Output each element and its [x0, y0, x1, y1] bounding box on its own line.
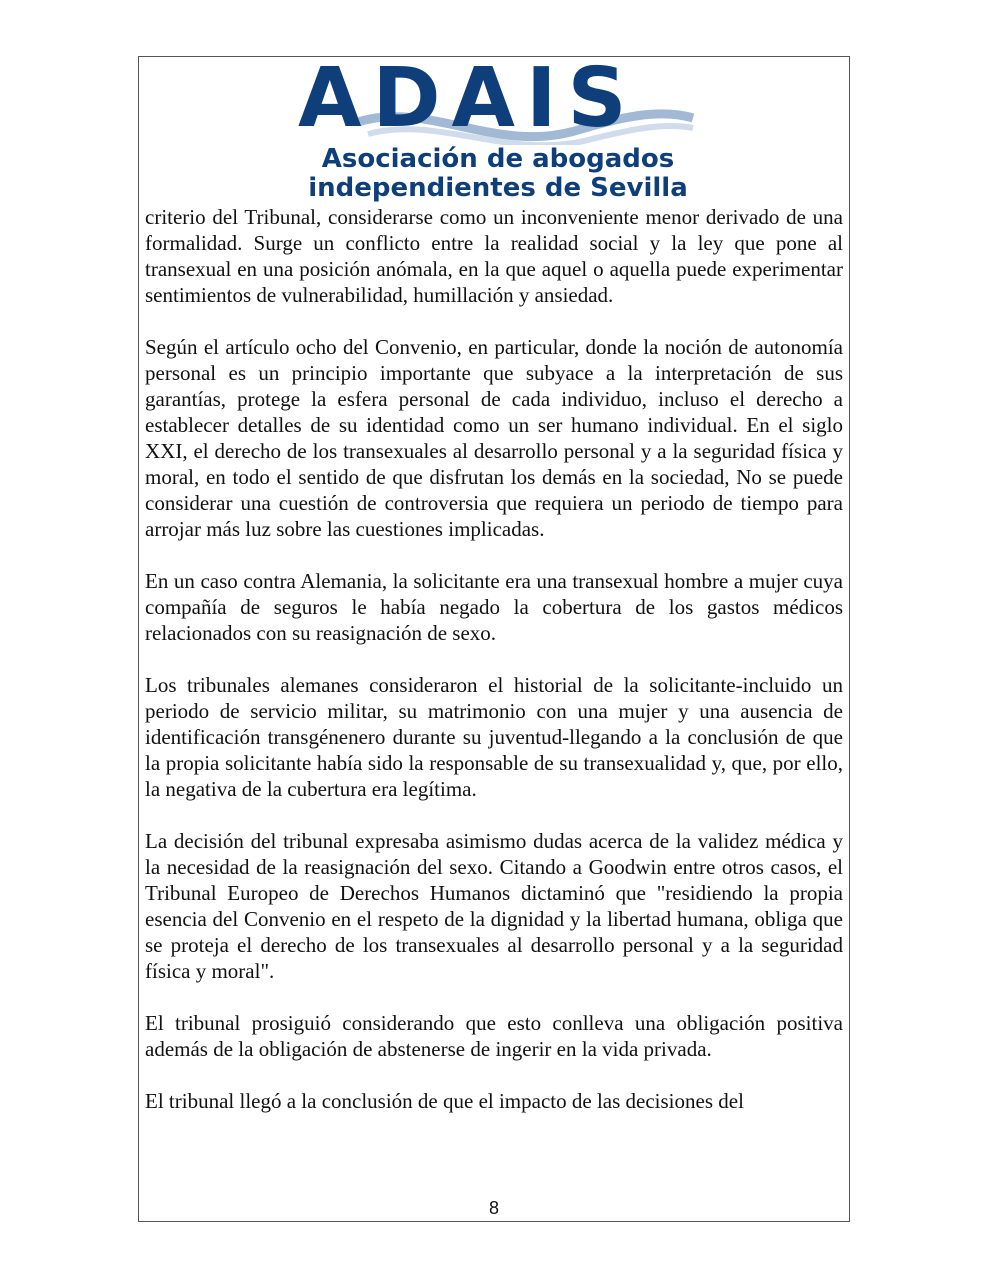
- paragraph: El tribunal prosiguió considerando que esto conlleva una obligación positiva además de la obligación de abstenerse de ingerir en la vida privada.: [145, 1011, 843, 1061]
- paragraph: La decisión del tribunal expresaba asimismo dudas acerca de la validez médica y la necesidad de la reasignación del sexo. Citando a Goodwin entre otros casos, el Tribunal Europeo de Derechos Humanos dictaminó que "residiendo la propia esencia del Convenio en el respeto de la dignidad y la libertad humana, obliga que se proteja el derecho de los transexuales al desarrollo personal y a la seguridad física y moral".: [145, 829, 843, 983]
- paragraph: El tribunal llegó a la conclusión de que el impacto de las decisiones del: [145, 1089, 744, 1113]
- document-body: [145, 204, 843, 1114]
- paragraph: Los tribunales alemanes consideraron el historial de la solicitante-incluido un periodo de servicio militar, su matrimonio con una mujer y una ausencia de identificación transgénenero durante su juventud-llegando a la conclusión de que la propia solicitante había sido la responsable de su transexualidad y, que, por ello, la negativa de la cubertura era legítima.: [145, 673, 843, 801]
- paragraph: Según el artículo ocho del Convenio, en particular, donde la noción de autonomía personal es un principio importante que subyace a la interpretación de sus garantías, protege la esfera personal de cada individuo, incluso el derecho a establecer detalles de su identidad como un ser humano individual. En el siglo XXI, el derecho de los transexuales al desarrollo personal y a la seguridad física y moral, en todo el sentido de que disfrutan los demás en la sociedad, No se puede considerar una cuestión de controversia que requiera un periodo de tiempo para arrojar más luz sobre las cuestiones implicadas.: [145, 335, 843, 541]
- logo-title: ADAIS: [298, 51, 638, 146]
- paragraph: En un caso contra Alemania, la solicitante era una transexual hombre a mujer cuya compañía de seguros le había negado la cobertura de los gastos médicos relacionados con su reasignación de sexo.: [145, 569, 843, 645]
- paragraph: criterio del Tribunal, considerarse como un inconveniente menor derivado de una formalidad. Surge un conflicto entre la realidad social y la ley que pone al transexual en una posición anómala, en la que aquel o aquella puede experimentar sentimientos de vulnerabilidad, humillación y ansiedad.: [145, 205, 843, 307]
- logo-subtitle-line1: Asociación de abogados: [321, 144, 675, 174]
- logo-subtitle-line2: independientes de Sevilla: [308, 173, 688, 203]
- adais-logo: [298, 51, 698, 205]
- page-number: 8: [488, 1198, 499, 1218]
